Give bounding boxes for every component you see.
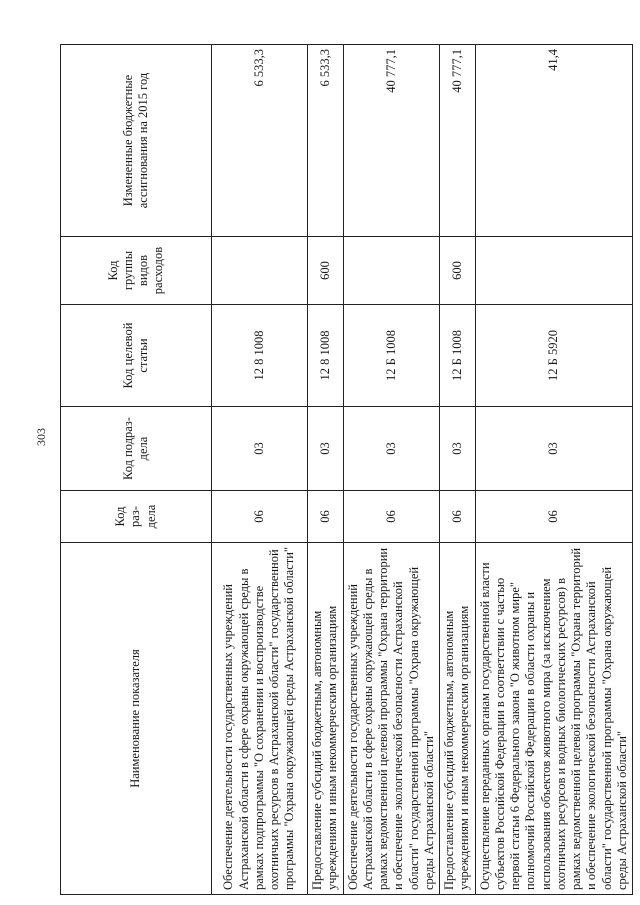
- table-row: [343, 45, 440, 895]
- row-target: 12 Б 5920: [475, 305, 633, 407]
- row-expense-group: [212, 237, 308, 305]
- header-target-article: Код целевой статьи: [61, 305, 212, 407]
- row-amount: 40 777,1: [343, 45, 440, 237]
- header-amount: Измененные бюджетные ассигнования на 2015 год: [61, 45, 212, 237]
- row-amount: 6 533,3: [212, 45, 308, 237]
- row-section: 06: [475, 491, 633, 543]
- rotated-table-container: [60, 45, 629, 895]
- page-number: 303: [34, 428, 48, 446]
- row-name: Обеспечение деятельности государственных учреждений Астраханской области в сфере охраны окружающей среды в рамках подпрограммы "О сохранении и воспроизводстве охотничьих ресурсов в Астраханской области" государственной программы "Охрана окружающей среды Астраханской области": [212, 543, 308, 895]
- row-section: 06: [343, 491, 440, 543]
- table-row: [440, 45, 476, 895]
- row-target: 12 Б 1008: [440, 305, 476, 407]
- row-section: 06: [440, 491, 476, 543]
- row-expense-group: 600: [308, 237, 344, 305]
- row-target: 12 Б 1008: [343, 305, 440, 407]
- row-section: 06: [308, 491, 344, 543]
- row-target: 12 8 1008: [212, 305, 308, 407]
- header-subsection: Код подраз-дела: [61, 407, 212, 491]
- row-name: Предоставление субсидий бюджетным, автономным учреждениям и иным некоммерческим организациям: [440, 543, 476, 895]
- row-expense-group: 600: [440, 237, 476, 305]
- row-subsection: 03: [475, 407, 633, 491]
- row-amount: 6 533,3: [308, 45, 344, 237]
- row-section: 06: [212, 491, 308, 543]
- row-amount: 40 777,1: [440, 45, 476, 237]
- row-name: Обеспечение деятельности государственных учреждений Астраханской области в сфере охраны окружающей среды в рамках ведомственной целевой программы "Охрана территории и обеспечение экологической безопасности Астраханской области" государственной программы "Охрана окружающей среды Астраханской области": [343, 543, 440, 895]
- row-amount: 41,4: [475, 45, 633, 237]
- table-row: [308, 45, 344, 895]
- row-subsection: 03: [308, 407, 344, 491]
- header-expense-group: Код группы видов расходов: [61, 237, 212, 305]
- row-target: 12 8 1008: [308, 305, 344, 407]
- row-subsection: 03: [343, 407, 440, 491]
- row-name: Предоставление субсидий бюджетным, автономным учреждениям и иным некоммерческим организациям: [308, 543, 344, 895]
- row-subsection: 03: [212, 407, 308, 491]
- header-row: [61, 45, 212, 895]
- row-expense-group: [475, 237, 633, 305]
- row-name: Осуществление переданных органам государственной власти субъектов Российской Федерации в соответствии с частью первой статьи 6 Федерального закона "О животном мире" полномочий Российской Федерации в области охраны и использования объектов животного мира (за исключением охотничьих ресурсов и водных биологических ресурсов) в рамках ведомственной целевой программы "Охрана территорий и обеспечение экологической безопасности Астраханской области" государственной программы "Охрана окружающей среды Астраханской области": [475, 543, 633, 895]
- table-row: [212, 45, 308, 895]
- table-row: [475, 45, 633, 895]
- header-section: Код раз-дела: [61, 491, 212, 543]
- row-expense-group: [343, 237, 440, 305]
- header-name: Наименование показателя: [61, 543, 212, 895]
- budget-table: [60, 44, 633, 895]
- row-subsection: 03: [440, 407, 476, 491]
